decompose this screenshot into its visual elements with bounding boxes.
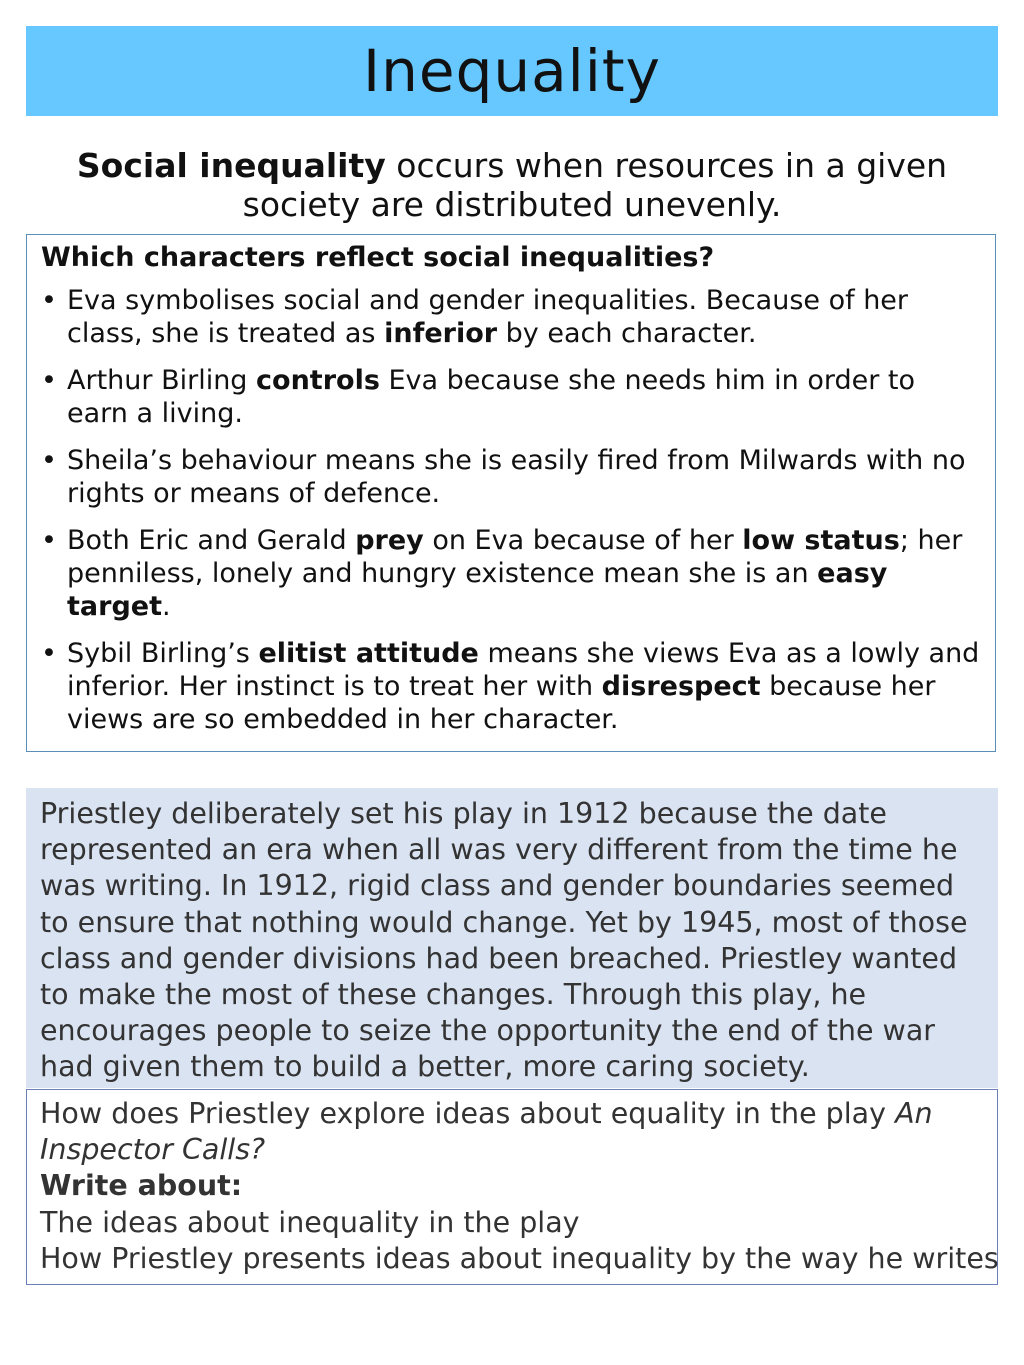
play-title-part-1: An xyxy=(895,1097,933,1130)
item-text: Eva symbolises social and gender inequalities. Because of her class, she is treated as xyxy=(67,285,909,349)
item-text: Sheila’s behaviour means she is easily fired from Milwards with no rights or means of defence. xyxy=(67,445,966,509)
bold-keyword: elitist attitude xyxy=(258,638,479,669)
characters-question: Which characters reflect social inequalities? xyxy=(41,242,715,273)
title-banner xyxy=(26,26,998,116)
task-point: How Priestley presents ideas about inequality by the way he writes xyxy=(40,1241,999,1275)
definition-text: occurs when resources in a given society are distributed unevenly. xyxy=(242,146,948,224)
characters-list xyxy=(41,284,981,736)
write-about-line xyxy=(40,1168,984,1204)
item-text: Arthur Birling xyxy=(67,365,257,396)
item-text: . xyxy=(162,591,171,622)
context-paragraph: Priestley deliberately set his play in 1912 because the date represented an era when all was very different from the time he was writing. In 1912, rigid class and gender boundaries seemed to ensure that nothing would change. Yet by 1945, most of those class and gender divisions had been breached. Priestley wanted to make the most of these changes. Through this play, he encourages people to seize the opportunity the end of the war had given them to build a better, more caring society. xyxy=(26,788,998,1088)
item-text: by each character. xyxy=(497,318,757,349)
item-text: ; her penniless, lonely and hungry existence mean she is an xyxy=(67,525,963,589)
item-text: Eva because she needs him in order to earn a living. xyxy=(67,365,916,429)
character-bullet-item xyxy=(41,637,981,736)
item-text: Both Eric and Gerald xyxy=(67,525,356,556)
bullet-marker: • xyxy=(41,525,57,556)
bold-keyword: controls xyxy=(256,365,380,396)
task-question: How does Priestley explore ideas about equality in the play xyxy=(40,1097,896,1130)
definition xyxy=(40,146,984,224)
bullet-marker: • xyxy=(41,365,57,396)
characters-box xyxy=(26,234,996,752)
character-bullet-item xyxy=(41,364,981,430)
bullet-marker: • xyxy=(41,445,57,476)
page-title: Inequality xyxy=(363,37,661,105)
character-bullet-item xyxy=(41,524,981,623)
item-text: Sybil Birling’s xyxy=(67,638,259,669)
item-text: on Eva because of her xyxy=(423,525,743,556)
item-text: because her views are so embedded in her character. xyxy=(67,671,936,735)
bullet-marker: • xyxy=(41,638,57,669)
bold-keyword: disrespect xyxy=(601,671,761,702)
write-about-heading: Write about: xyxy=(40,1169,243,1203)
bold-keyword: prey xyxy=(355,525,424,556)
play-title-part-2: Inspector Calls? xyxy=(40,1133,266,1167)
task-point: The ideas about inequality in the play xyxy=(40,1205,580,1239)
task-question-line-1 xyxy=(40,1096,984,1132)
character-bullet-item xyxy=(41,284,981,350)
task-question-line-2 xyxy=(40,1132,984,1168)
bold-keyword: low status xyxy=(742,525,900,556)
item-text: means she views Eva as a lowly and inferior. Her instinct is to treat her with xyxy=(67,638,980,702)
bold-keyword: easy target xyxy=(67,558,888,622)
character-bullet-item xyxy=(41,444,981,510)
task-box xyxy=(26,1089,998,1285)
bold-keyword: inferior xyxy=(384,318,498,349)
definition-term: Social inequality xyxy=(76,146,386,185)
bullet-marker: • xyxy=(41,285,57,316)
